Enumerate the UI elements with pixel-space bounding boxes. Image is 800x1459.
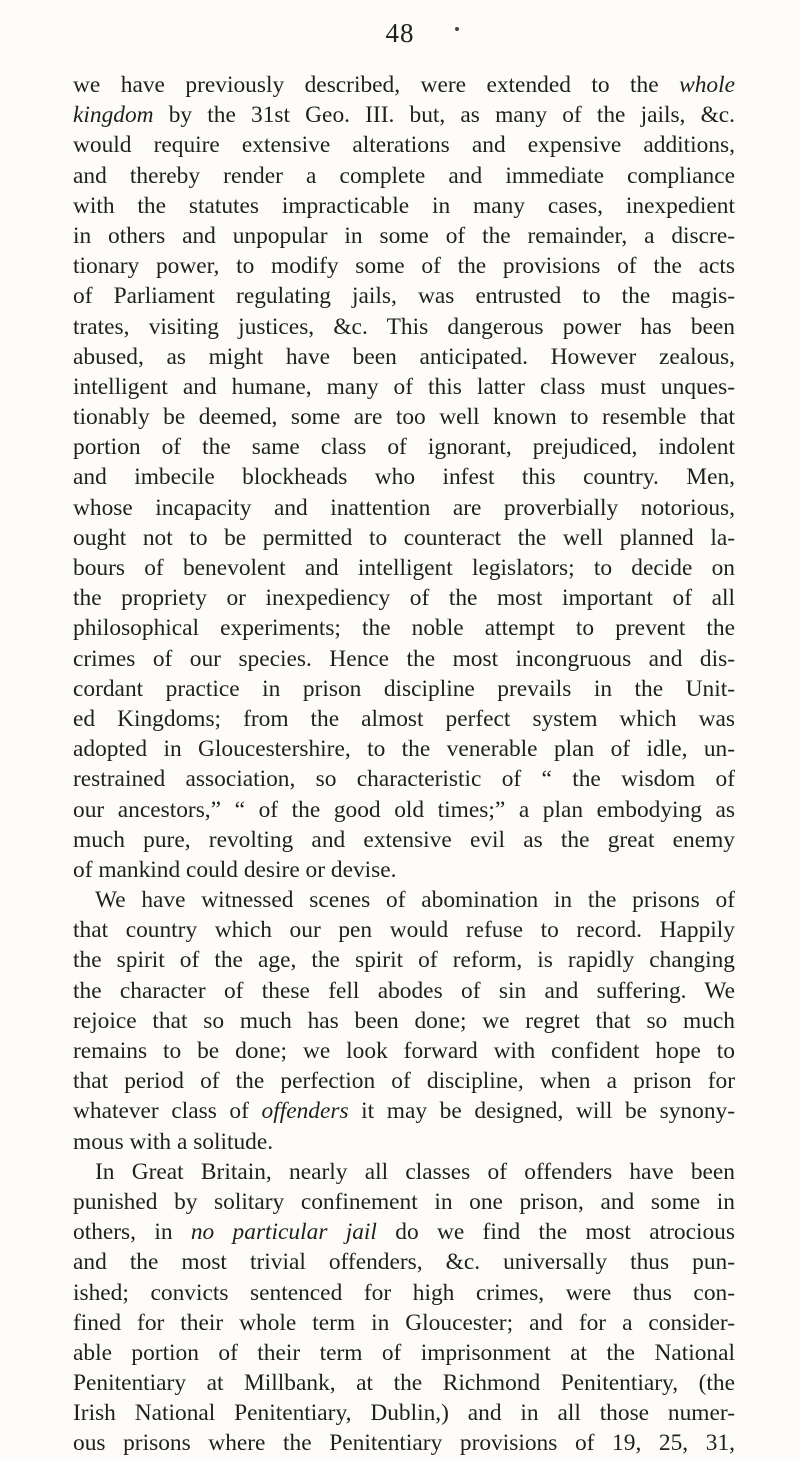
text-line xyxy=(73,1006,735,1036)
text-run: and the most trivial offenders, &c. universally thus pun- xyxy=(73,1249,735,1276)
text-run: much pure, revolting and extensive evil as the great enemy xyxy=(73,826,735,853)
text-run: it may be designed, will be synony- xyxy=(348,1098,735,1125)
text-line xyxy=(73,1217,735,1247)
text-line xyxy=(73,1368,735,1398)
text-line xyxy=(73,1187,735,1217)
text-line xyxy=(73,432,735,462)
text-line xyxy=(73,976,735,1006)
text-run: able portion of their term of imprisonment at the National xyxy=(73,1339,735,1366)
text-run: bours of benevolent and intelligent legislators; to decide on xyxy=(73,555,735,581)
text-line xyxy=(73,342,735,372)
text-run: punished by solitary confinement in one prison, and some in xyxy=(73,1188,735,1215)
text-run: fined for their whole term in Gloucester; and for a consider- xyxy=(73,1309,735,1336)
text-line xyxy=(73,1308,735,1338)
text-run: and thereby render a complete and immediate compliance xyxy=(73,162,735,189)
text-run: trates, visiting justices, &c. This dangerous power has been xyxy=(73,313,735,340)
text-line xyxy=(73,493,735,523)
text-line xyxy=(73,281,735,311)
text-run: ous prisons where the Penitentiary provisions of 19, 25, 31, xyxy=(73,1430,735,1457)
text-run: In Great Britain, nearly all classes of offenders have been xyxy=(95,1158,735,1185)
text-run: Penitentiary at Millbank, at the Richmond Penitentiary, (the xyxy=(73,1370,735,1397)
text-line xyxy=(73,1036,735,1066)
text-line xyxy=(73,462,735,492)
text-line xyxy=(73,734,735,764)
text-run: ished; convicts sentenced for high crimes, were thus con- xyxy=(73,1279,735,1306)
text-run: and imbecile blockheads who infest this country. Men, xyxy=(73,464,735,491)
text-run: whatever class of xyxy=(73,1098,262,1125)
italic-text: kingdom xyxy=(73,102,154,129)
text-run: whose incapacity and inattention are proverbially notorious, xyxy=(73,494,735,521)
text-line xyxy=(73,704,735,734)
italic-text: whole xyxy=(679,72,735,98)
text-run: others, in xyxy=(73,1219,191,1246)
text-line xyxy=(73,372,735,402)
text-run: mous with a solitude. xyxy=(73,1128,274,1155)
text-line xyxy=(73,885,735,915)
text-line xyxy=(73,945,735,975)
text-line xyxy=(73,523,735,553)
text-line xyxy=(73,613,735,643)
text-line xyxy=(73,915,735,945)
text-run: our ancestors,” “ of the good old times;” a plan embodying as xyxy=(73,796,735,823)
text-line xyxy=(73,100,735,130)
text-line xyxy=(73,764,735,794)
text-run: the character of these fell abodes of sin and suffering. We xyxy=(73,977,735,1004)
text-line xyxy=(73,795,735,825)
text-run: ought not to be permitted to counteract the well planned la- xyxy=(73,524,735,551)
text-run: would require extensive alterations and expensive additions, xyxy=(73,132,735,159)
text-line xyxy=(73,221,735,251)
text-run: Irish National Penitentiary, Dublin,) and in all those numer- xyxy=(73,1400,735,1427)
text-run: we have previously described, were extended to the xyxy=(73,72,680,98)
text-run: cordant practice in prison discipline prevails in the Unit- xyxy=(73,675,735,702)
text-line xyxy=(73,1066,735,1096)
text-line xyxy=(73,130,735,160)
text-line xyxy=(73,1338,735,1368)
text-run: that period of the perfection of discipline, when a prison for xyxy=(73,1068,735,1095)
text-line xyxy=(73,70,735,100)
text-line xyxy=(73,191,735,221)
text-line xyxy=(73,1096,735,1126)
italic-text: offenders xyxy=(261,1098,349,1125)
text-line xyxy=(73,1127,735,1157)
text-run: in others and unpopular in some of the remainder, a discre- xyxy=(73,222,735,249)
text-run: remains to be done; we look forward with confident hope to xyxy=(73,1038,735,1064)
text-run: rejoice that so much has been done; we regret that so much xyxy=(73,1007,735,1034)
text-line xyxy=(73,312,735,342)
text-run: philosophical experiments; the noble attempt to prevent the xyxy=(73,615,735,642)
text-run: the spirit of the age, the spirit of reform, is rapidly changing xyxy=(73,947,735,974)
text-run: We have witnessed scenes of abomination in the prisons of xyxy=(95,887,735,914)
text-line xyxy=(73,553,735,583)
text-run: with the statutes impracticable in many cases, inexpedient xyxy=(73,192,735,219)
text-run: abused, as might have been anticipated. However zealous, xyxy=(73,343,735,370)
text-line xyxy=(73,825,735,855)
text-run: of Parliament regulating jails, was entrusted to the magis- xyxy=(73,283,735,310)
text-line xyxy=(73,583,735,613)
text-line xyxy=(73,644,735,674)
page-number: 48 xyxy=(385,18,415,48)
text-run: by the 31st Geo. III. but, as many of the jails, &c. xyxy=(153,102,735,129)
text-line xyxy=(73,161,735,191)
text-line xyxy=(73,1398,735,1428)
print-speck xyxy=(455,27,459,31)
text-run: portion of the same class of ignorant, prejudiced, indolent xyxy=(73,434,735,461)
text-run: intelligent and humane, many of this latter class must unques- xyxy=(73,373,735,400)
text-run: ed Kingdoms; from the almost perfect system which was xyxy=(73,705,735,732)
text-run: the propriety or inexpediency of the most important of all xyxy=(73,585,735,612)
text-run: tionably be deemed, some are too well known to resemble that xyxy=(73,404,735,431)
text-line xyxy=(73,251,735,281)
text-line xyxy=(73,674,735,704)
text-run: that country which our pen would refuse to record. Happily xyxy=(73,917,735,944)
text-line xyxy=(73,1428,735,1458)
body-text xyxy=(73,70,735,1459)
text-line xyxy=(73,855,735,885)
text-line xyxy=(73,1247,735,1277)
text-run: do we find the most atrocious xyxy=(376,1219,735,1246)
text-line xyxy=(73,1278,735,1308)
text-run: tionary power, to modify some of the provisions of the acts xyxy=(73,253,735,280)
text-run: crimes of our species. Hence the most incongruous and dis- xyxy=(73,645,735,672)
italic-text: no particular jail xyxy=(190,1219,377,1246)
text-line xyxy=(73,1157,735,1187)
text-run: of mankind could desire or devise. xyxy=(73,856,397,883)
text-run: restrained association, so characteristic of “ the wisdom of xyxy=(73,766,735,793)
text-run: adopted in Gloucestershire, to the venerable plan of idle, un- xyxy=(73,736,735,763)
text-line xyxy=(73,402,735,432)
